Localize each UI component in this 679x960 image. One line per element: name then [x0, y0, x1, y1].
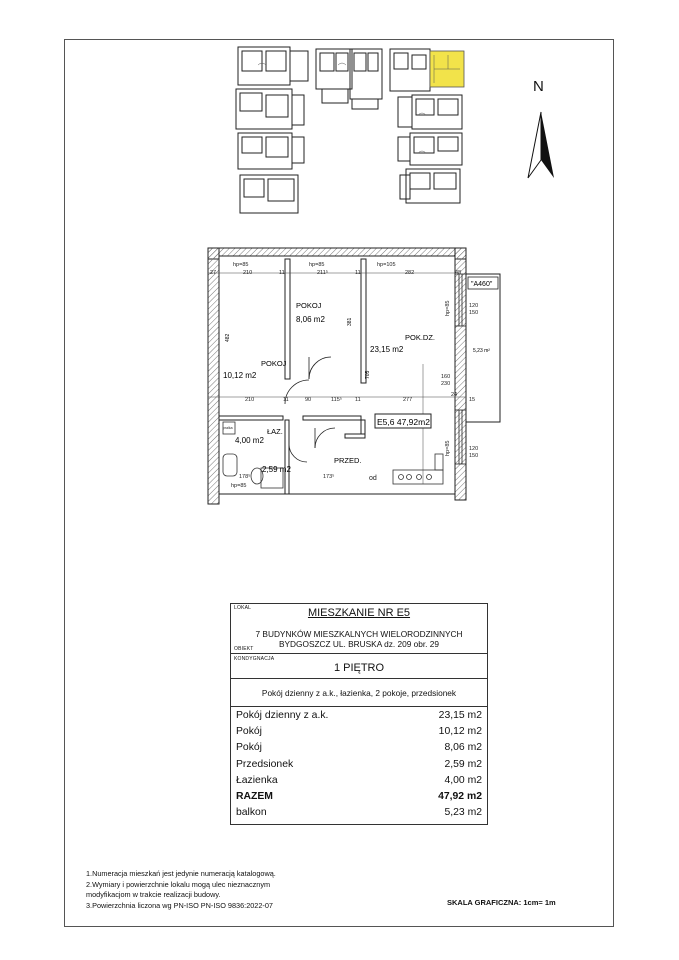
svg-text:hp=105: hp=105 — [377, 262, 396, 268]
svg-text:hp=85: hp=85 — [309, 262, 325, 268]
balcony-tag: "A460" — [471, 281, 493, 288]
north-label: N — [533, 78, 544, 95]
room-name: POK.DZ. — [405, 333, 436, 342]
summary-block — [231, 679, 487, 707]
room-height: 482 — [225, 333, 231, 342]
area-row: Pokój 8,06 m2 — [236, 742, 482, 754]
room-area: 23,15 m2 — [370, 345, 404, 354]
svg-text:277: 277 — [403, 397, 413, 403]
balcony-area: 5,23 m² — [473, 348, 490, 354]
note-line: 2.Wymiary i powierzchnie lokalu mogą ulec nieznacznym — [86, 879, 271, 889]
address: BYDGOSZCZ UL. BRUSKA dz. 209 obr. 29 — [278, 639, 439, 649]
svg-text:hp=85: hp=85 — [445, 440, 451, 456]
room-name: ŁAZ. — [267, 427, 283, 436]
area-row: Pokój 10,12 m2 — [236, 726, 482, 738]
svg-text:11: 11 — [279, 270, 285, 276]
obiekt-label: OBIEKT — [234, 646, 254, 652]
room-area: 4,00 m2 — [235, 436, 264, 445]
svg-text:282: 282 — [405, 270, 415, 276]
room-height: 705 — [365, 370, 371, 379]
room-height: 381 — [347, 317, 353, 326]
floor-plan — [205, 244, 505, 509]
room-name: POKOJ — [296, 301, 322, 310]
note-line: 3.Powierzchnia liczona wg PN-ISO PN-ISO 9836:2022-07 — [86, 900, 273, 910]
svg-text:od: od — [369, 475, 377, 482]
svg-text:210: 210 — [243, 270, 253, 276]
svg-text:120: 120 — [469, 303, 479, 309]
floor-name: 1 PIĘTRO — [333, 662, 385, 674]
area-list — [231, 708, 487, 821]
unit-tag: E5,6 47,92m2 — [377, 417, 430, 427]
svg-text:230: 230 — [441, 381, 451, 387]
lokal-label: LOKAL — [234, 605, 252, 611]
svg-text:hp=85: hp=85 — [231, 483, 247, 489]
svg-text:150: 150 — [469, 310, 479, 316]
svg-text:173⁵: 173⁵ — [323, 474, 335, 480]
room-summary: Pokój dzienny z a.k., łazienka, 2 pokoje, przedsionek — [261, 688, 457, 698]
room-name: PRZED. — [334, 456, 362, 465]
apartment-info-table — [230, 603, 488, 825]
north-arrow-icon — [524, 110, 558, 182]
svg-text:90: 90 — [305, 397, 312, 403]
svg-text:48: 48 — [455, 270, 462, 276]
svg-text:211⁵: 211⁵ — [317, 270, 329, 276]
svg-text:15: 15 — [469, 397, 476, 403]
room-name: POKOJ — [261, 359, 287, 368]
area-row: Pokój dzienny z a.k. 23,15 m2 — [236, 710, 482, 721]
svg-text:27: 27 — [210, 270, 217, 276]
area-row: Łazienka 4,00 m2 — [236, 774, 482, 786]
graphic-scale: SKALA GRAFICZNA: 1cm= 1m — [447, 898, 556, 907]
note-line: 1.Numeracja mieszkań jest jedynie numeracją katalogową. — [86, 869, 276, 878]
svg-text:210: 210 — [245, 397, 255, 403]
notes — [86, 869, 276, 911]
apartment-title: MIESZKANIE NR E5 — [307, 607, 411, 619]
area-row: Przedsionek 2,59 m2 — [236, 758, 482, 770]
svg-text:178⁵: 178⁵ — [239, 474, 251, 480]
area-row: balkon 5,23 m2 — [236, 807, 482, 819]
header-block — [231, 604, 487, 654]
svg-text:11: 11 — [283, 397, 289, 403]
svg-text:160: 160 — [441, 374, 451, 380]
total-row: RAZEM 47,92 m2 — [236, 790, 482, 802]
svg-text:hp=85: hp=85 — [445, 300, 451, 316]
building-name: 7 BUDYNKÓW MIESZKALNYCH WIELORODZINNYCH — [255, 629, 463, 639]
svg-text:150: 150 — [469, 453, 479, 459]
svg-text:pralka: pralka — [223, 426, 233, 430]
svg-text:120: 120 — [469, 446, 479, 452]
svg-text:hp=85: hp=85 — [233, 262, 249, 268]
room-area: 8,06 m2 — [296, 315, 325, 324]
key-plan — [228, 45, 478, 217]
floor-block — [231, 654, 487, 679]
kondygnacja-label: KONDYGNACJA — [234, 656, 275, 662]
svg-text:11: 11 — [355, 270, 361, 276]
note-line: modyfikacjom w trakcie realizacji budowy. — [86, 890, 221, 900]
room-area: 10,12 m2 — [223, 371, 257, 380]
svg-text:24: 24 — [451, 392, 458, 398]
room-area: 2,59 m2 — [262, 465, 291, 474]
svg-text:11: 11 — [355, 397, 361, 403]
svg-text:115⁵: 115⁵ — [331, 397, 343, 403]
